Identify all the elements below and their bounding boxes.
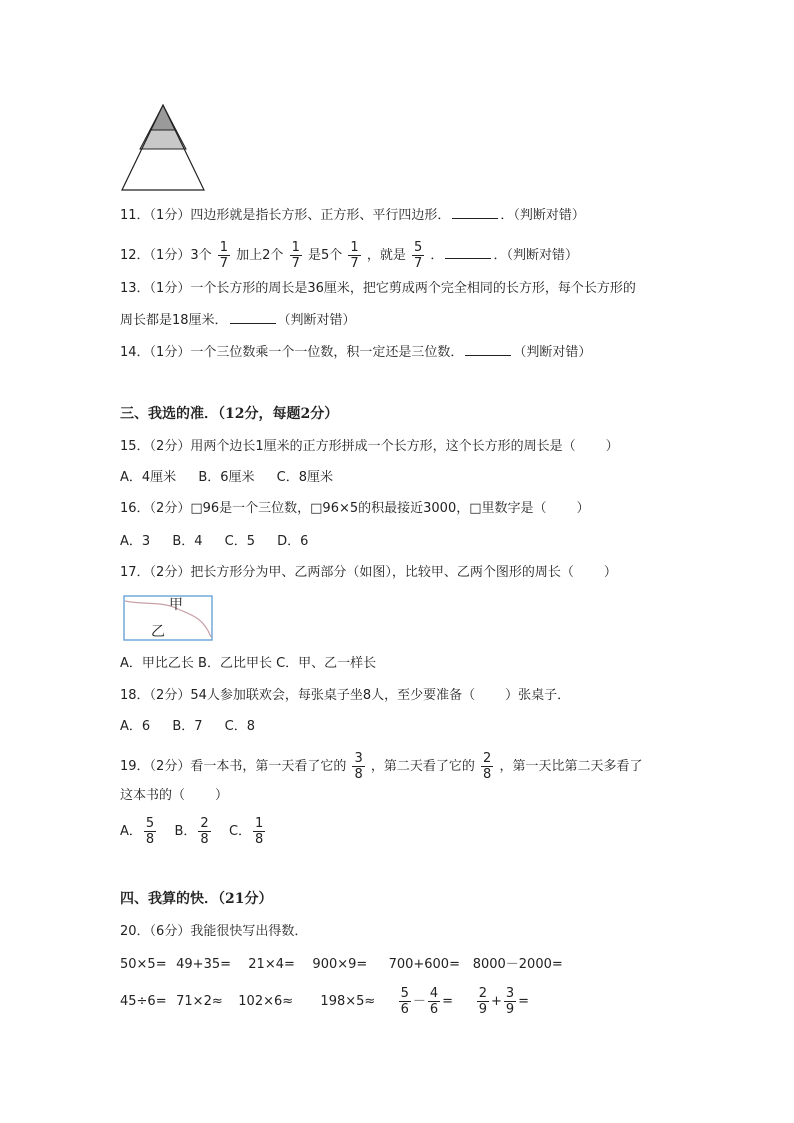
- fraction-1-7: $\frac{1}{7}$: [350, 240, 359, 271]
- question-14: 14．（1分）一个三位数乘一个一位数，积一定还是三位数． （判断对错）: [120, 345, 592, 360]
- question-19-line2: 这本书的（ ）: [120, 788, 229, 803]
- calc-item: 45÷6=: [120, 994, 167, 1009]
- calc-item: 49+35=: [176, 957, 232, 972]
- calc-item: 102×6≈: [238, 994, 294, 1009]
- question-11: 11．（1分）四边形就是指长方形、正方形、平行四边形． ．（判断对错）: [120, 208, 585, 223]
- question-18: 18．（2分）54人参加联欢会，每张桌子坐8人，至少要准备（ ）张桌子．: [120, 688, 571, 703]
- rectangle-figure: [123, 595, 213, 641]
- calc-item: 700+600=: [388, 957, 460, 972]
- question-15: 15．（2分）用两个边长1厘米的正方形拼成一个长方形，这个长方形的周长是（ ）: [120, 439, 619, 454]
- option-b[interactable]: B． $\frac{2}{8}$: [174, 816, 209, 847]
- option-b[interactable]: B．乙比甲长: [198, 656, 272, 671]
- question-17: 17．（2分）把长方形分为甲、乙两部分（如图），比较甲、乙两个图形的周长（ ）: [120, 565, 617, 580]
- fraction-2-8: $\frac{2}{8}$: [483, 751, 492, 782]
- fraction-1-7: $\frac{1}{7}$: [219, 240, 229, 271]
- fraction-3-8: $\frac{3}{8}$: [354, 751, 363, 782]
- option-c[interactable]: C． $\frac{1}{8}$: [228, 816, 264, 847]
- option-b[interactable]: B．4: [172, 534, 203, 549]
- label-jia: 甲: [169, 597, 183, 613]
- calc-row-2: [120, 986, 529, 1017]
- section-3-heading: 三、我选的准．（12分，每题2分）: [120, 406, 339, 422]
- option-a[interactable]: A． $\frac{5}{8}$: [120, 816, 155, 847]
- answer-blank[interactable]: [230, 311, 276, 324]
- fraction-5-7: $\frac{5}{7}$: [414, 240, 423, 271]
- answer-blank[interactable]: [452, 206, 498, 219]
- question-15-options: [120, 469, 333, 487]
- question-20: 20．（6分）我能很快写出得数．: [120, 924, 308, 939]
- calc-item: 198×5≈: [320, 994, 376, 1009]
- fraction-1-7: $\frac{1}{7}$: [291, 240, 300, 271]
- question-13-line1: 13．（1分）一个长方形的周长是36厘米，把它剪成两个完全相同的长方形，每个长方形的: [120, 281, 636, 296]
- option-b[interactable]: B．7: [172, 719, 203, 734]
- option-d[interactable]: D．6: [277, 534, 309, 549]
- option-a[interactable]: A．4厘米: [120, 470, 177, 485]
- calc-item: 21×4=: [248, 957, 295, 972]
- option-a[interactable]: A．6: [120, 719, 151, 734]
- calc-fraction-expr-2: $\frac{2}{9}$ + $\frac{3}{9}$ =: [478, 986, 530, 1017]
- calc-item: 71×2≈: [176, 994, 223, 1009]
- question-18-options: [120, 718, 255, 736]
- question-16: 16．（2分）□96是一个三位数，□96×5的积最接近3000，□里数字是（ ）: [120, 501, 590, 516]
- option-c[interactable]: C．8: [224, 719, 256, 734]
- rectangle-divided-svg: [123, 595, 213, 641]
- option-c[interactable]: C．5: [224, 534, 256, 549]
- answer-blank[interactable]: [445, 246, 491, 259]
- triangle-top-shaded: [150, 105, 176, 130]
- question-12: 12．（1分）3个 $\frac{1}{7}$ 加上2个 $\frac{1}{7}$ 是5个 $\frac{1}{7}$ ，就是 $\frac{5}{7}$ ． ．（判断对错）: [120, 240, 578, 271]
- question-19-line1: 19．（2分）看一本书，第一天看了它的 $\frac{3}{8}$ ，第二天看了它的 $\frac{2}{8}$ ，第一天比第二天多看了: [120, 751, 643, 782]
- calc-item: 8000－2000=: [472, 957, 563, 972]
- triangle-figure: [121, 103, 205, 191]
- option-c[interactable]: C．甲、乙一样长: [276, 656, 377, 671]
- question-19-options: [120, 816, 267, 847]
- label-yi: 乙: [151, 624, 165, 640]
- calc-item: 50×5=: [120, 957, 167, 972]
- question-16-options: [120, 533, 308, 551]
- answer-blank[interactable]: [465, 343, 511, 356]
- question-13-line2: 周长都是18厘米． （判断对错）: [120, 313, 356, 328]
- option-b[interactable]: B．6厘米: [198, 470, 255, 485]
- question-17-options: [120, 655, 376, 673]
- option-a[interactable]: A．甲比乙长: [120, 656, 194, 671]
- section-4-heading: 四、我算的快．（21分）: [120, 891, 273, 907]
- calc-fraction-expr-1: $\frac{5}{6}$ － $\frac{4}{6}$ =: [400, 986, 454, 1017]
- calc-item: 900×9=: [312, 957, 368, 972]
- option-a[interactable]: A．3: [120, 534, 151, 549]
- calc-row-1: [120, 956, 563, 974]
- option-c[interactable]: C．8厘米: [276, 470, 334, 485]
